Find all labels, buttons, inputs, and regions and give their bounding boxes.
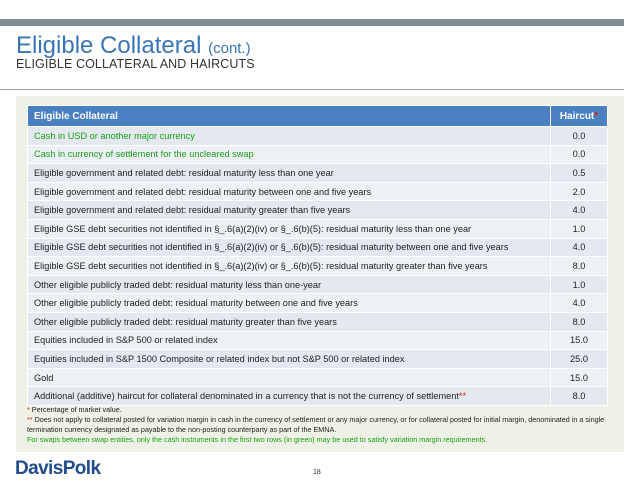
haircut-cell: 1.0 <box>551 275 608 294</box>
collateral-cell <box>28 294 551 313</box>
footnote-1-text: Percentage of market value. <box>29 405 122 414</box>
table-row <box>28 164 608 183</box>
collateral-label: Eligible GSE debt securities not identified in §_.6(a)(2)(iv) or §_.6(b)(5): residual maturity greater than five years <box>34 260 488 271</box>
page-subtitle: ELIGIBLE COLLATERAL AND HAIRCUTS <box>16 57 255 71</box>
collateral-label: Eligible government and related debt: residual maturity greater than five years <box>34 205 351 216</box>
collateral-label: Gold <box>34 372 54 383</box>
collateral-cell <box>28 145 551 164</box>
haircut-cell: 2.0 <box>551 182 608 201</box>
collateral-cell <box>28 331 551 350</box>
haircut-cell: 4.0 <box>551 238 608 257</box>
collateral-label: Other eligible publicly traded debt: residual maturity less than one-year <box>34 279 322 290</box>
table-row <box>28 312 608 331</box>
collateral-label: Equities included in S&P 500 or related index <box>34 335 218 346</box>
footnote-2 <box>27 415 617 435</box>
collateral-label: Additional (additive) haircut for collateral denominated in a currency that is not the currency of settlement <box>34 391 459 402</box>
footnote-2-text: Does not apply to collateral posted for variation margin in cash in the currency of settlement or any major currency, or for collateral posted for initial margin, denominated in a single termination currency designated as payable to the non-posting counterparty as part of the EMNA. <box>27 415 605 434</box>
table-row <box>28 294 608 313</box>
page-number: 18 <box>313 469 321 476</box>
davis-polk-logo: DavisPolk <box>15 458 101 479</box>
collateral-label: Cash in currency of settlement for the uncleared swap <box>34 149 254 160</box>
collateral-cell <box>28 238 551 257</box>
table-row <box>28 331 608 350</box>
table-row <box>28 219 608 238</box>
table-row <box>28 201 608 220</box>
table-row <box>28 145 608 164</box>
haircut-cell: 8.0 <box>551 312 608 331</box>
collateral-label: Eligible government and related debt: residual maturity less than one year <box>34 167 334 178</box>
header-eligible-collateral: Eligible Collateral <box>28 106 551 127</box>
table-row <box>28 387 608 406</box>
collateral-cell <box>28 201 551 220</box>
footnote-1-marker: * <box>27 405 30 414</box>
collateral-label: Equities included in S&P 1500 Composite or related index but not S&P 500 or related index <box>34 353 405 364</box>
collateral-table <box>27 105 608 406</box>
table-header-row <box>28 106 608 127</box>
header-haircut-label: Haircut <box>559 110 595 122</box>
collateral-cell <box>28 368 551 387</box>
table-row <box>28 127 608 146</box>
collateral-cell <box>28 312 551 331</box>
haircut-footnote-marker: * <box>594 110 599 122</box>
haircut-cell: 8.0 <box>551 257 608 276</box>
collateral-label: Eligible GSE debt securities not identified in §_.6(a)(2)(iv) or §_.6(b)(5): residual maturity less than one year <box>34 223 472 234</box>
collateral-label: Other eligible publicly traded debt: residual maturity between one and five years <box>34 298 358 309</box>
collateral-label: Eligible government and related debt: residual maturity between one and five years <box>34 186 372 197</box>
collateral-cell <box>28 350 551 369</box>
table-row <box>28 350 608 369</box>
header-haircut <box>551 106 608 127</box>
collateral-cell <box>28 257 551 276</box>
title-main: Eligible Collateral <box>16 32 202 59</box>
haircut-cell: 4.0 <box>551 201 608 220</box>
title-suffix: (cont.) <box>208 40 251 57</box>
collateral-label: Eligible GSE debt securities not identified in §_.6(a)(2)(iv) or §_.6(b)(5): residual maturity between one and five years <box>34 242 509 253</box>
table-row <box>28 368 608 387</box>
collateral-cell <box>28 275 551 294</box>
haircut-cell: 8.0 <box>551 387 608 406</box>
footnotes <box>27 405 617 445</box>
collateral-label: Other eligible publicly traded debt: residual maturity greater than five years <box>34 316 337 327</box>
haircut-cell: 25.0 <box>551 350 608 369</box>
haircut-cell: 4.0 <box>551 294 608 313</box>
haircut-cell: 15.0 <box>551 331 608 350</box>
footnote-1 <box>27 405 617 415</box>
collateral-cell <box>28 127 551 146</box>
haircut-cell: 0.5 <box>551 164 608 183</box>
footnote-3: For swaps between swap entities, only the cash instruments in the first two rows (in green) may be used to satisfy variation margin requirements. <box>27 435 488 444</box>
collateral-cell <box>28 219 551 238</box>
collateral-cell <box>28 164 551 183</box>
haircut-cell: 0.0 <box>551 127 608 146</box>
haircut-cell: 0.0 <box>551 145 608 164</box>
footnote-2-marker: ** <box>27 415 33 424</box>
footnote-marker: ** <box>458 391 467 402</box>
haircut-cell: 1.0 <box>551 219 608 238</box>
divider <box>0 89 624 90</box>
top-bar <box>0 19 624 26</box>
collateral-label: Cash in USD or another major currency <box>34 130 195 141</box>
haircut-cell: 15.0 <box>551 368 608 387</box>
collateral-cell <box>28 182 551 201</box>
table-row <box>28 238 608 257</box>
table-row <box>28 257 608 276</box>
collateral-cell <box>28 387 551 406</box>
page-title <box>16 32 251 60</box>
table-row <box>28 182 608 201</box>
table-row <box>28 275 608 294</box>
